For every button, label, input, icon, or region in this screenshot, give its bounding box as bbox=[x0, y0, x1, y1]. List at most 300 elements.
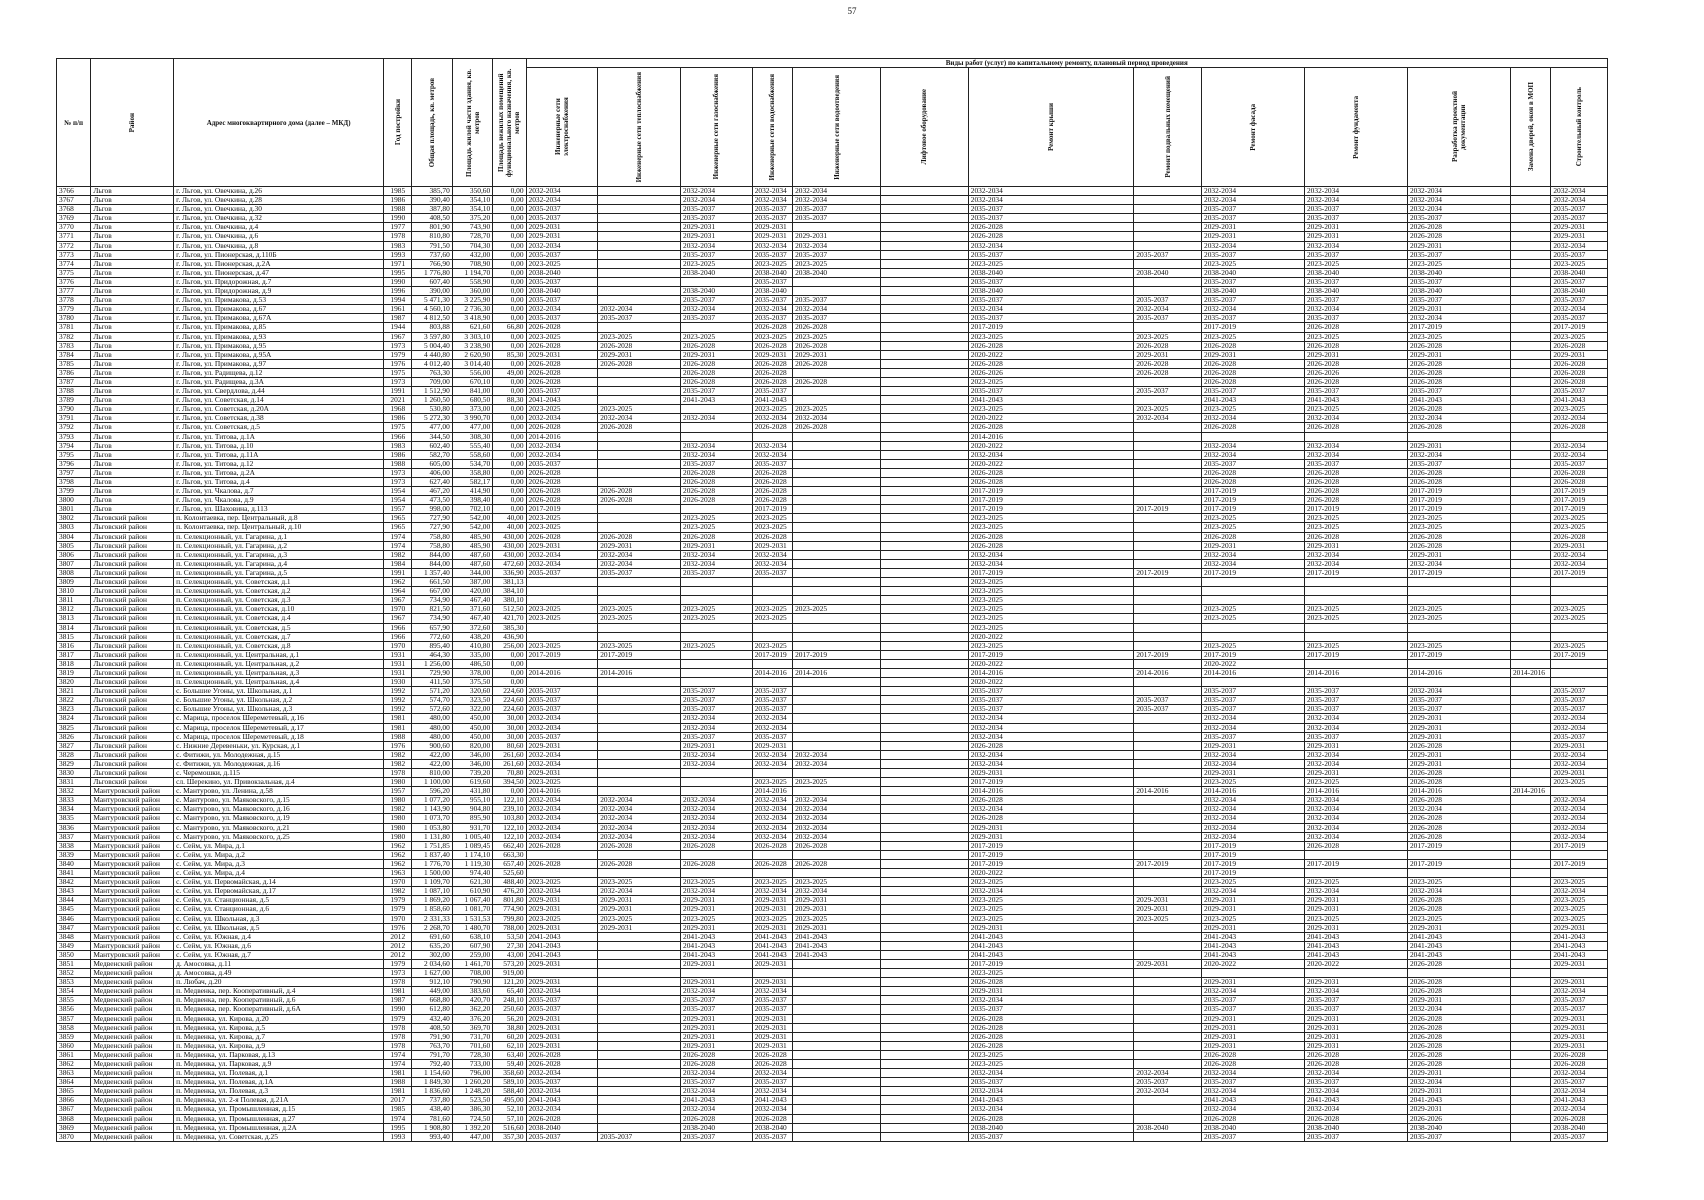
table-cell: 2029-2031 bbox=[1551, 978, 1608, 987]
table-cell: 2029-2031 bbox=[752, 1014, 792, 1023]
table-cell bbox=[793, 987, 881, 996]
table-cell: 378,00 bbox=[452, 668, 492, 677]
table-cell: 558,90 bbox=[452, 277, 492, 286]
table-cell: 2029-2031 bbox=[752, 223, 792, 232]
table-cell: 2017-2019 bbox=[968, 505, 1134, 514]
table-cell: 2014-2016 bbox=[526, 787, 598, 796]
table-cell bbox=[793, 1005, 881, 1014]
table-cell: 1 081,70 bbox=[452, 905, 492, 914]
table-cell: 2029-2031 bbox=[1202, 923, 1305, 932]
table-cell: 2023-2025 bbox=[1202, 514, 1305, 523]
table-cell bbox=[1510, 1050, 1550, 1059]
table-cell: 792,40 bbox=[412, 1060, 452, 1069]
table-cell: 2026-2028 bbox=[752, 859, 792, 868]
table-cell: 2038-2040 bbox=[1407, 287, 1510, 296]
table-cell bbox=[880, 1060, 968, 1069]
table-cell: 2032-2034 bbox=[526, 1105, 598, 1114]
table-cell bbox=[1202, 632, 1305, 641]
table-cell: п. Селекционный, ул. Советская, д.4 bbox=[174, 614, 384, 623]
table-cell: Медвенский район bbox=[91, 1078, 174, 1087]
table-cell: 2026-2028 bbox=[598, 841, 681, 850]
table-cell: 4 812,50 bbox=[412, 314, 452, 323]
table-cell: 2023-2025 bbox=[1551, 778, 1608, 787]
table-cell bbox=[1134, 559, 1202, 568]
table-cell: 2035-2037 bbox=[1304, 387, 1407, 396]
table-cell: 737,60 bbox=[412, 250, 452, 259]
table-cell bbox=[681, 405, 753, 414]
table-cell bbox=[793, 387, 881, 396]
table-cell: 1978 bbox=[384, 1023, 412, 1032]
table-cell: 1974 bbox=[384, 541, 412, 550]
table-cell: 2032-2034 bbox=[1202, 196, 1305, 205]
table-cell: 2026-2028 bbox=[1202, 468, 1305, 477]
table-cell bbox=[880, 259, 968, 268]
table-cell bbox=[598, 959, 681, 968]
table-cell bbox=[793, 496, 881, 505]
table-cell: Льгов bbox=[91, 405, 174, 414]
table-cell: 788,00 bbox=[493, 923, 526, 932]
table-cell: 1979 bbox=[384, 905, 412, 914]
table-cell: 2035-2037 bbox=[526, 205, 598, 214]
table-cell bbox=[1134, 541, 1202, 550]
table-cell bbox=[1304, 850, 1407, 859]
table-cell: 2032-2034 bbox=[1551, 832, 1608, 841]
table-cell: 2038-2040 bbox=[1551, 1123, 1608, 1132]
table-cell bbox=[1510, 750, 1550, 759]
table-cell: 2023-2025 bbox=[1304, 405, 1407, 414]
table-cell bbox=[1134, 450, 1202, 459]
table-cell: 2017-2019 bbox=[1202, 496, 1305, 505]
table-cell bbox=[880, 387, 968, 396]
table-cell bbox=[681, 587, 753, 596]
table-cell: 2035-2037 bbox=[1202, 705, 1305, 714]
table-cell: п. Селекционный, ул. Гагарина, д.2 bbox=[174, 541, 384, 550]
table-cell: 2035-2037 bbox=[1407, 250, 1510, 259]
table-cell: с. Большие Угоны, ул. Школьная, д.2 bbox=[174, 696, 384, 705]
table-cell: 2035-2037 bbox=[1304, 277, 1407, 286]
table-cell: 1973 bbox=[384, 377, 412, 386]
table-cell: 2029-2031 bbox=[1407, 750, 1510, 759]
table-cell: 80,60 bbox=[493, 741, 526, 750]
table-cell: 2023-2025 bbox=[793, 778, 881, 787]
table-cell: 704,30 bbox=[452, 241, 492, 250]
table-cell: 2035-2037 bbox=[681, 687, 753, 696]
table-cell: 2023-2025 bbox=[968, 623, 1134, 632]
table-cell bbox=[880, 650, 968, 659]
table-cell: 2041-2043 bbox=[1551, 1096, 1608, 1105]
table-cell: Льговский район bbox=[91, 523, 174, 532]
table-cell: г. Льгов, ул. Овечкина, д.6 bbox=[174, 232, 384, 241]
table-cell: 2035-2037 bbox=[681, 1078, 753, 1087]
col-header-basement: Ремонт подвальных помещений bbox=[1134, 68, 1202, 187]
table-cell: 2 268,70 bbox=[412, 923, 452, 932]
table-cell: 2032-2034 bbox=[1551, 414, 1608, 423]
table-cell bbox=[1510, 741, 1550, 750]
table-cell: 2023-2025 bbox=[1551, 641, 1608, 650]
table-cell bbox=[793, 723, 881, 732]
table-cell bbox=[1134, 196, 1202, 205]
table-cell: 2023-2025 bbox=[968, 1060, 1134, 1069]
table-cell: 2026-2028 bbox=[1304, 478, 1407, 487]
table-cell bbox=[598, 450, 681, 459]
table-cell: 2026-2028 bbox=[1407, 959, 1510, 968]
table-cell: 2026-2028 bbox=[752, 468, 792, 477]
table-cell bbox=[1134, 223, 1202, 232]
table-cell: 3792 bbox=[57, 423, 91, 432]
table-cell bbox=[793, 432, 881, 441]
table-cell: г. Льгов, ул. Примакова, д.95 bbox=[174, 341, 384, 350]
table-cell: 2026-2028 bbox=[1202, 1114, 1305, 1123]
table-cell: Льговский район bbox=[91, 678, 174, 687]
table-cell: 2032-2034 bbox=[1304, 450, 1407, 459]
table-cell: 3832 bbox=[57, 787, 91, 796]
table-cell: 2032-2034 bbox=[598, 814, 681, 823]
table-cell bbox=[880, 823, 968, 832]
table-cell: 2035-2037 bbox=[968, 1005, 1134, 1014]
table-cell: 2035-2037 bbox=[968, 250, 1134, 259]
table-cell: 2029-2031 bbox=[1407, 732, 1510, 741]
table-cell: Медвенский район bbox=[91, 978, 174, 987]
table-cell: 3774 bbox=[57, 259, 91, 268]
table-cell: 1 751,85 bbox=[412, 841, 452, 850]
table-cell bbox=[880, 859, 968, 868]
table-cell: 308,30 bbox=[452, 432, 492, 441]
table-cell: 2023-2025 bbox=[968, 377, 1134, 386]
table-cell: 2026-2028 bbox=[1407, 896, 1510, 905]
table-cell: 2032-2034 bbox=[752, 832, 792, 841]
table-cell: 2026-2028 bbox=[752, 323, 792, 332]
table-cell: 3795 bbox=[57, 450, 91, 459]
table-cell bbox=[1134, 1023, 1202, 1032]
table-cell bbox=[681, 596, 753, 605]
table-cell: 3779 bbox=[57, 305, 91, 314]
table-cell: 1 776,70 bbox=[412, 859, 452, 868]
table-cell: 3818 bbox=[57, 659, 91, 668]
table-cell: 2032-2034 bbox=[526, 550, 598, 559]
table-cell: 390,40 bbox=[412, 196, 452, 205]
table-cell bbox=[598, 377, 681, 386]
table-cell bbox=[880, 214, 968, 223]
table-cell: 2026-2028 bbox=[1304, 359, 1407, 368]
table-cell: 2032-2034 bbox=[968, 241, 1134, 250]
table-cell: 791,70 bbox=[412, 1050, 452, 1059]
table-cell: 1980 bbox=[384, 796, 412, 805]
table-cell: Мантуровский район bbox=[91, 832, 174, 841]
table-cell: 3785 bbox=[57, 359, 91, 368]
table-cell: 758,80 bbox=[412, 541, 452, 550]
table-cell: 5 471,30 bbox=[412, 296, 452, 305]
table-cell: п. Медвенка, ул. Полевая, д.1 bbox=[174, 1069, 384, 1078]
table-cell: п. Селекционный, ул. Советская, д.3 bbox=[174, 596, 384, 605]
table-cell: 3854 bbox=[57, 987, 91, 996]
table-cell bbox=[1510, 450, 1550, 459]
table-cell: 2029-2031 bbox=[681, 978, 753, 987]
table-cell bbox=[793, 850, 881, 859]
table-cell: Льгов bbox=[91, 432, 174, 441]
table-cell bbox=[880, 550, 968, 559]
table-cell: 2023-2025 bbox=[968, 405, 1134, 414]
table-cell bbox=[1134, 714, 1202, 723]
table-cell bbox=[1134, 1105, 1202, 1114]
table-cell bbox=[526, 659, 598, 668]
table-cell bbox=[681, 632, 753, 641]
table-cell: 2026-2028 bbox=[681, 1114, 753, 1123]
table-cell bbox=[793, 1041, 881, 1050]
table-cell: 2020-2022 bbox=[1202, 959, 1305, 968]
table-cell bbox=[1510, 214, 1550, 223]
table-cell: 558,60 bbox=[452, 450, 492, 459]
table-cell: 2029-2031 bbox=[681, 896, 753, 905]
table-cell: 2017-2019 bbox=[968, 850, 1134, 859]
table-cell: 2026-2028 bbox=[968, 468, 1134, 477]
table-row bbox=[57, 987, 1608, 996]
table-cell bbox=[526, 869, 598, 878]
table-cell bbox=[1304, 432, 1407, 441]
table-cell: 2032-2034 bbox=[968, 750, 1134, 759]
table-cell: 2026-2028 bbox=[526, 532, 598, 541]
table-cell: 0,00 bbox=[493, 259, 526, 268]
table-cell: 420,00 bbox=[452, 587, 492, 596]
table-cell bbox=[880, 932, 968, 941]
table-cell: г. Льгов, ул. Пионерская, д.2А bbox=[174, 259, 384, 268]
table-cell: 2029-2031 bbox=[1134, 959, 1202, 968]
table-cell: 376,20 bbox=[452, 1014, 492, 1023]
table-cell: 2023-2025 bbox=[681, 514, 753, 523]
table-cell: 0,00 bbox=[493, 223, 526, 232]
table-cell: 2023-2025 bbox=[1551, 259, 1608, 268]
table-cell bbox=[598, 1114, 681, 1123]
table-cell: 2032-2034 bbox=[1304, 305, 1407, 314]
table-cell: 2038-2040 bbox=[752, 268, 792, 277]
table-cell: 0,00 bbox=[493, 241, 526, 250]
table-cell: Льгов bbox=[91, 450, 174, 459]
table-row bbox=[57, 723, 1608, 732]
table-cell bbox=[1134, 678, 1202, 687]
table-cell: 1 087,10 bbox=[412, 887, 452, 896]
table-cell: 2032-2034 bbox=[752, 450, 792, 459]
table-cell: 2035-2037 bbox=[526, 1078, 598, 1087]
table-cell: 1973 bbox=[384, 478, 412, 487]
table-cell: 2029-2031 bbox=[681, 232, 753, 241]
table-cell bbox=[793, 969, 881, 978]
table-cell: 635,20 bbox=[412, 941, 452, 950]
table-cell: 2029-2031 bbox=[752, 350, 792, 359]
table-cell: 2017-2019 bbox=[1202, 505, 1305, 514]
table-cell: 2023-2025 bbox=[968, 596, 1134, 605]
table-cell: 2014-2016 bbox=[968, 432, 1134, 441]
table-cell: 2035-2037 bbox=[793, 250, 881, 259]
table-cell: 724,50 bbox=[452, 1114, 492, 1123]
table-cell bbox=[880, 277, 968, 286]
table-cell: 4 012,40 bbox=[412, 359, 452, 368]
table-cell: 2032-2034 bbox=[526, 1069, 598, 1078]
table-cell: 3790 bbox=[57, 405, 91, 414]
table-cell: 3 597,80 bbox=[412, 332, 452, 341]
table-cell: 2017-2019 bbox=[968, 959, 1134, 968]
table-cell: 2035-2037 bbox=[1134, 705, 1202, 714]
table-cell: п. Селекционный, ул. Советская, д.10 bbox=[174, 605, 384, 614]
table-cell: с. Мантурово, ул. Ленина, д.58 bbox=[174, 787, 384, 796]
table-cell: 3794 bbox=[57, 441, 91, 450]
table-cell bbox=[1510, 687, 1550, 696]
table-cell: 2035-2037 bbox=[1202, 277, 1305, 286]
table-cell: 358,80 bbox=[452, 468, 492, 477]
table-cell: 0,00 bbox=[493, 341, 526, 350]
table-cell: 3861 bbox=[57, 1050, 91, 1059]
table-cell: 2026-2028 bbox=[1407, 1014, 1510, 1023]
table-cell bbox=[598, 723, 681, 732]
table-cell: 555,40 bbox=[452, 441, 492, 450]
table-cell: 657,90 bbox=[412, 623, 452, 632]
table-cell: 2014-2016 bbox=[1304, 787, 1407, 796]
table-cell: 612,80 bbox=[412, 1005, 452, 1014]
table-cell bbox=[1510, 368, 1550, 377]
table-cell: с. Черемошки, д.115 bbox=[174, 769, 384, 778]
table-cell: 801,80 bbox=[493, 896, 526, 905]
table-cell bbox=[1551, 969, 1608, 978]
table-cell bbox=[1134, 923, 1202, 932]
table-cell: 3816 bbox=[57, 641, 91, 650]
table-cell: 2017-2019 bbox=[1202, 650, 1305, 659]
table-cell: 2035-2037 bbox=[1202, 459, 1305, 468]
table-cell bbox=[1134, 850, 1202, 859]
table-cell: 2029-2031 bbox=[1304, 923, 1407, 932]
table-cell: 2012 bbox=[384, 941, 412, 950]
table-cell bbox=[793, 659, 881, 668]
table-cell: 2026-2028 bbox=[1134, 368, 1202, 377]
table-cell bbox=[880, 1078, 968, 1087]
table-cell: 2023-2025 bbox=[526, 605, 598, 614]
table-cell: 1968 bbox=[384, 405, 412, 414]
table-cell bbox=[1202, 587, 1305, 596]
table-cell: 2026-2028 bbox=[1407, 1032, 1510, 1041]
table-cell: 728,30 bbox=[452, 1050, 492, 1059]
table-cell bbox=[793, 1023, 881, 1032]
table-cell: 2032-2034 bbox=[968, 1069, 1134, 1078]
table-cell: 2026-2028 bbox=[1304, 323, 1407, 332]
table-cell bbox=[681, 423, 753, 432]
table-cell: 1 849,30 bbox=[412, 1078, 452, 1087]
table-cell: 2023-2025 bbox=[752, 778, 792, 787]
table-cell bbox=[598, 678, 681, 687]
table-cell: 2032-2034 bbox=[968, 305, 1134, 314]
table-cell: 344,50 bbox=[412, 432, 452, 441]
table-cell: 2020-2022 bbox=[968, 459, 1134, 468]
table-cell: 2017-2019 bbox=[968, 568, 1134, 577]
table-cell: 0,00 bbox=[493, 432, 526, 441]
table-cell: 2035-2037 bbox=[681, 250, 753, 259]
table-cell bbox=[793, 741, 881, 750]
table-cell: Мантуровский район bbox=[91, 914, 174, 923]
table-row bbox=[57, 814, 1608, 823]
table-cell: 2041-2043 bbox=[526, 1096, 598, 1105]
table-row bbox=[57, 1060, 1608, 1069]
table-cell bbox=[1510, 396, 1550, 405]
table-cell: с. Мантурово, ул. Маяковского, д.19 bbox=[174, 814, 384, 823]
table-cell: 2020-2022 bbox=[968, 632, 1134, 641]
table-cell: 602,40 bbox=[412, 441, 452, 450]
table-cell: 2023-2025 bbox=[1407, 259, 1510, 268]
table-cell: 390,00 bbox=[412, 287, 452, 296]
table-cell bbox=[598, 705, 681, 714]
table-cell: 2017-2019 bbox=[752, 505, 792, 514]
table-cell: Мантуровский район bbox=[91, 869, 174, 878]
table-cell: 2026-2028 bbox=[1551, 423, 1608, 432]
table-row bbox=[57, 359, 1608, 368]
table-cell bbox=[880, 1114, 968, 1123]
table-cell: 1990 bbox=[384, 1005, 412, 1014]
table-cell: 2026-2028 bbox=[598, 341, 681, 350]
table-cell: п. Медвенка, ул. Парковая, д.13 bbox=[174, 1050, 384, 1059]
table-cell bbox=[1134, 841, 1202, 850]
table-cell: 2032-2034 bbox=[1551, 714, 1608, 723]
table-cell: 2026-2028 bbox=[681, 532, 753, 541]
table-cell bbox=[681, 505, 753, 514]
table-cell: 2023-2025 bbox=[752, 605, 792, 614]
table-cell: 895,90 bbox=[452, 814, 492, 823]
table-cell: 3824 bbox=[57, 714, 91, 723]
table-cell: 2035-2037 bbox=[968, 1132, 1134, 1141]
table-cell: 1978 bbox=[384, 232, 412, 241]
table-cell: 2023-2025 bbox=[752, 523, 792, 532]
table-cell: 2032-2034 bbox=[1202, 750, 1305, 759]
table-cell bbox=[598, 478, 681, 487]
table-cell bbox=[1134, 614, 1202, 623]
table-cell bbox=[880, 1087, 968, 1096]
table-cell bbox=[752, 587, 792, 596]
table-cell: 2023-2025 bbox=[968, 259, 1134, 268]
table-cell: 2032-2034 bbox=[752, 414, 792, 423]
table-cell bbox=[1202, 432, 1305, 441]
table-cell: 3786 bbox=[57, 368, 91, 377]
table-cell: 2032-2034 bbox=[1407, 205, 1510, 214]
table-cell: 2032-2034 bbox=[598, 805, 681, 814]
table-cell: Медвенский район bbox=[91, 1032, 174, 1041]
table-cell: Льгов bbox=[91, 341, 174, 350]
table-cell: 2023-2025 bbox=[793, 878, 881, 887]
table-cell bbox=[880, 750, 968, 759]
table-cell: 2038-2040 bbox=[526, 1123, 598, 1132]
table-cell: 2020-2022 bbox=[968, 441, 1134, 450]
table-cell bbox=[1134, 187, 1202, 196]
table-cell bbox=[880, 714, 968, 723]
table-cell bbox=[598, 987, 681, 996]
table-cell bbox=[1510, 1069, 1550, 1078]
table-cell bbox=[793, 787, 881, 796]
table-cell: 2029-2031 bbox=[1551, 1014, 1608, 1023]
table-cell bbox=[1510, 568, 1550, 577]
table-cell: 0,00 bbox=[493, 196, 526, 205]
table-cell bbox=[598, 287, 681, 296]
table-cell: 2026-2028 bbox=[752, 359, 792, 368]
table-cell: г. Льгов, ул. Советская, д.5 bbox=[174, 423, 384, 432]
table-cell: 2038-2040 bbox=[1202, 268, 1305, 277]
table-cell: г. Льгов, ул. Титова, д.2А bbox=[174, 468, 384, 477]
table-cell: 2032-2034 bbox=[752, 559, 792, 568]
table-row bbox=[57, 1123, 1608, 1132]
table-cell: 582,17 bbox=[452, 478, 492, 487]
table-cell bbox=[1134, 532, 1202, 541]
table-cell bbox=[1510, 887, 1550, 896]
table-cell: 2023-2025 bbox=[1407, 332, 1510, 341]
table-cell bbox=[880, 487, 968, 496]
table-cell: 3855 bbox=[57, 996, 91, 1005]
table-cell bbox=[1304, 578, 1407, 587]
table-cell: 2017-2019 bbox=[1134, 859, 1202, 868]
table-cell: 2017-2019 bbox=[1551, 496, 1608, 505]
table-cell: 1963 bbox=[384, 869, 412, 878]
table-cell: 2032-2034 bbox=[681, 305, 753, 314]
